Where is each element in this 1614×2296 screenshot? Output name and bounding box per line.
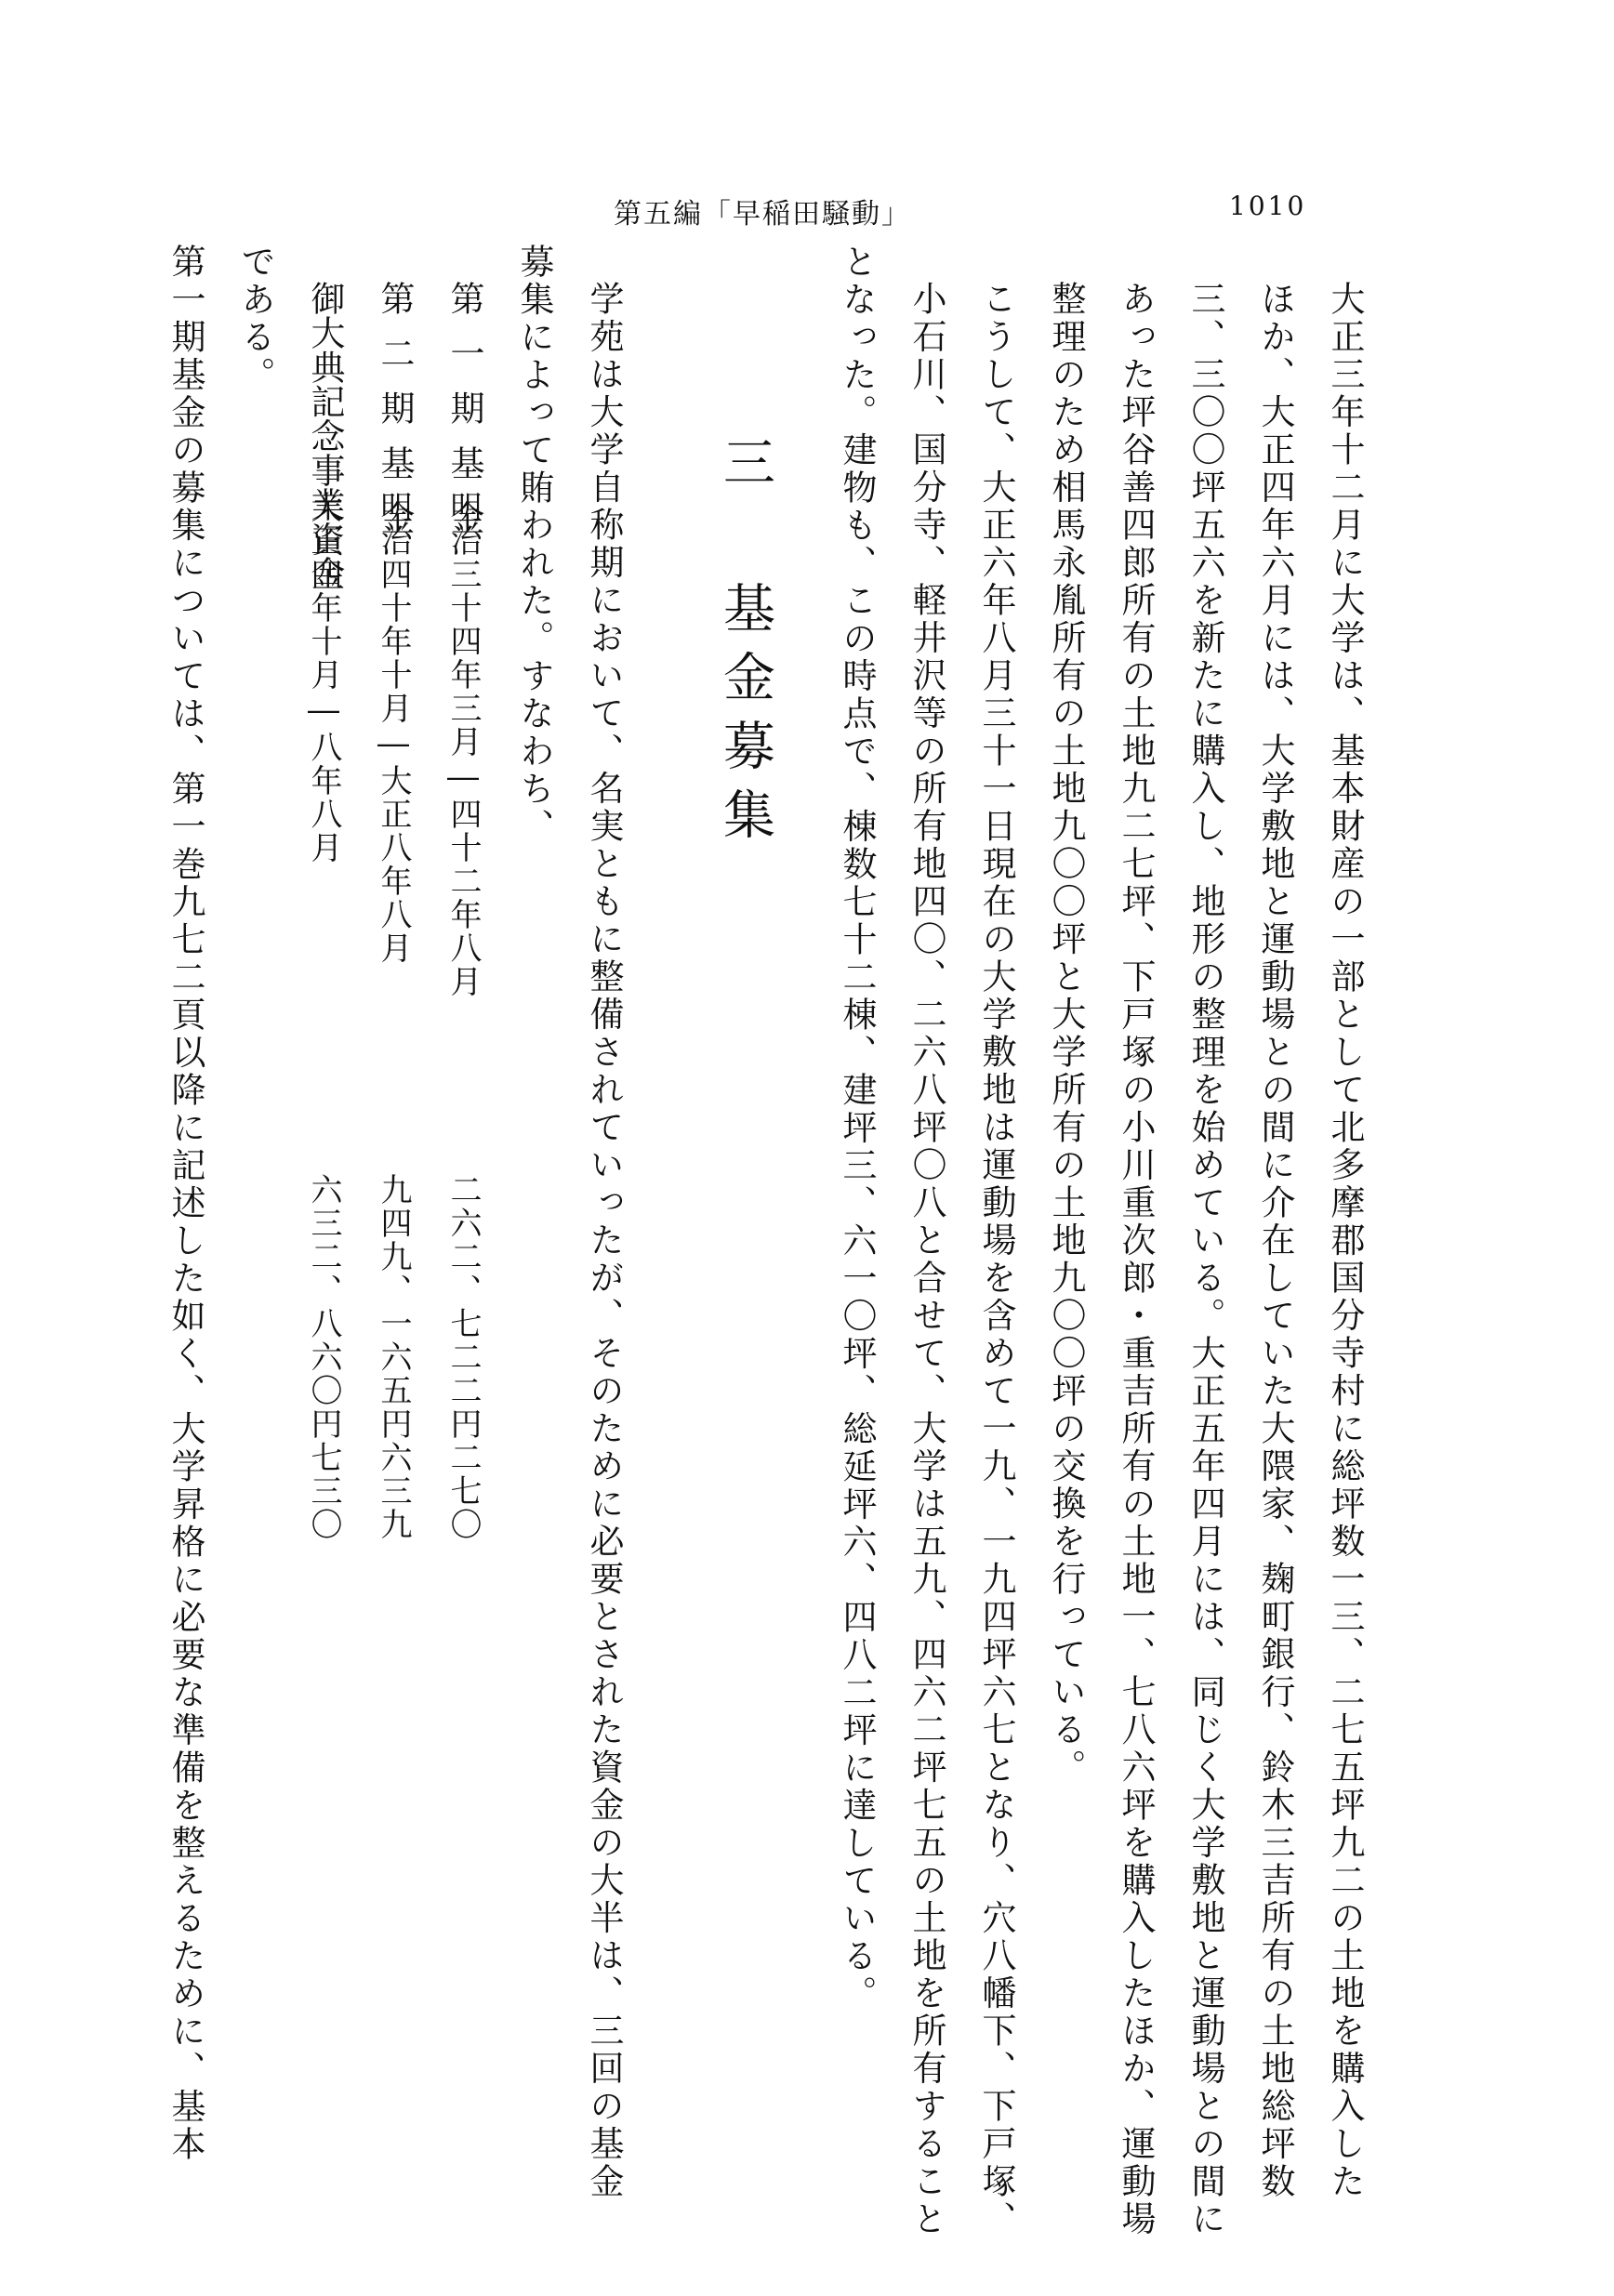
- closing-column-2: 第一期基金の募集については、第一巻九七二頁以降に記述した如く、大学昇格に必要な準備を整えるために、基本: [165, 244, 205, 2164]
- fund-amount-1: 二六二、七二二円二七〇: [444, 1173, 482, 1541]
- text-column-8: となった。建物も、この時点で、棟数七十二棟、建坪三、六一〇坪、総延坪六、四八二坪に達している。: [837, 244, 877, 2013]
- fund-name-3: 御大典記念事業資金: [305, 281, 345, 590]
- fund-period-3: 大正四年十月―八年八月: [305, 491, 342, 864]
- page-number: 1010: [1229, 191, 1307, 221]
- running-header-title: 第五編「早稲田騒動」: [614, 198, 911, 231]
- text-column-4: あった坪谷善四郎所有の土地九二七坪、下戸塚の小川重次郎・重吉所有の土地一、七八六坪を購入したほか、運動場: [1116, 281, 1156, 2238]
- intro-column-2: 募集によって賄われた。すなわち、: [514, 244, 554, 846]
- text-column-7: 小石川、国分寺、軽井沢等の所有地四〇、二六八坪〇八と合せて、大学は五九、四六二坪七五の土地を所有すること: [906, 281, 946, 2238]
- fund-period-2: 明治四十年十月―大正八年八月: [375, 491, 412, 965]
- fund-amount-2: 九四九、一六五円六三九: [375, 1173, 412, 1541]
- section-heading: 三 基金募集: [715, 435, 775, 856]
- fund-amount-3: 六三二、八六〇円七三〇: [305, 1173, 342, 1541]
- fund-name-1: 第一期基金: [444, 281, 484, 555]
- text-column-2: ほか、大正四年六月には、大学敷地と運動場との間に介在していた大隈家、麹町銀行、鈴木三吉所有の土地総坪数: [1255, 281, 1295, 2201]
- text-column-1: 大正三年十二月に大学は、基本財産の一部として北多摩郡国分寺村に総坪数一三、二七五坪九二の土地を購入した: [1325, 281, 1365, 2201]
- text-column-5: 整理のため相馬永胤所有の土地九〇〇坪と大学所有の土地九〇〇坪の交換を行っている。: [1046, 281, 1086, 1787]
- closing-column-1: である。: [235, 244, 275, 394]
- fund-name-2: 第二期基金: [375, 281, 415, 555]
- text-column-6: こうして、大正六年八月三十一日現在の大学敷地は運動場を含めて一九、一九四坪六七となり、穴八幡下、下戸塚、: [976, 281, 1016, 2238]
- intro-column-1: 学苑は大学自称期において、名実ともに整備されていったが、そのために必要とされた資金の大半は、三回の基金: [584, 281, 624, 2201]
- text-column-3: 三、三〇〇坪五六を新たに購入し、地形の整理を始めている。大正五年四月には、同じく大学敷地と運動場との間に: [1185, 281, 1225, 2238]
- fund-period-1: 明治三十四年三月―四十二年八月: [444, 491, 482, 998]
